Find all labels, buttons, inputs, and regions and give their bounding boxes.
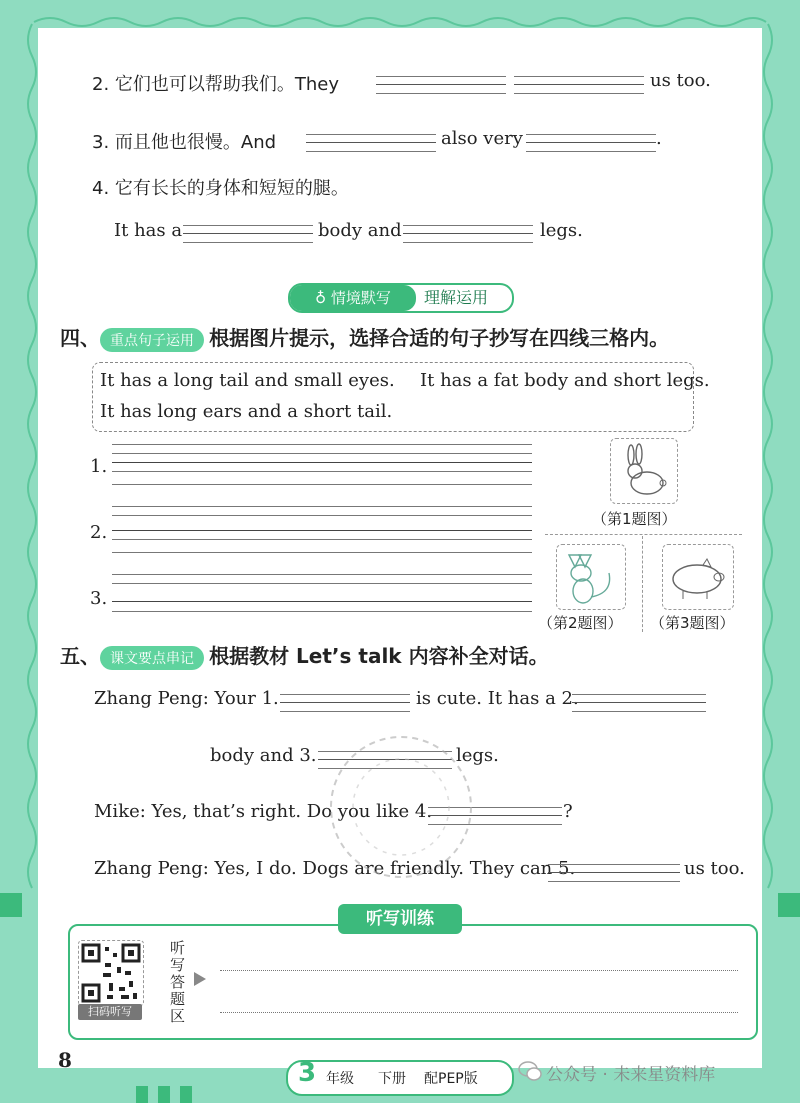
ex3-s4-blank1[interactable] xyxy=(183,233,313,252)
ex4-number: 四、 xyxy=(60,326,100,350)
watermark-stamp xyxy=(316,722,486,892)
ex3-s4-p1: It has a xyxy=(114,220,183,241)
grade-label: 年级 xyxy=(326,1071,354,1087)
ex5-l4-a: Zhang Peng: Yes, I do. Dogs are friendly. They can 5. xyxy=(94,858,576,879)
qr-label: 扫码听写 xyxy=(78,1004,142,1020)
answer-line-2[interactable] xyxy=(220,1012,738,1013)
ex3-s2-text: 2. 它们也可以帮助我们。They xyxy=(92,74,340,95)
picture-divider-v xyxy=(642,536,643,632)
ex4-option-2: It has a fat body and short legs. xyxy=(420,370,710,391)
ex4-option-3: It has long ears and a short tail. xyxy=(100,401,393,422)
ex5-l1-a: Zhang Peng: Your 1. xyxy=(94,688,279,709)
qr-code-icon xyxy=(79,941,143,1005)
edition-label: 配PEP版 xyxy=(424,1071,478,1087)
ex5-blank-2[interactable] xyxy=(572,702,706,721)
volume-label: 下册 xyxy=(378,1071,406,1087)
ex4-row-2-lines[interactable] xyxy=(112,506,532,532)
wechat-icon xyxy=(518,1060,542,1082)
ex5-l1-b: is cute. It has a 2. xyxy=(416,688,579,709)
ex3-s3-mid: also very xyxy=(441,128,523,149)
qr-frame[interactable] xyxy=(78,940,144,1006)
rabbit-picture xyxy=(610,438,678,504)
pig-icon xyxy=(663,545,733,609)
ex4-row-1-lines[interactable] xyxy=(112,444,532,470)
ex4-row-1-label: 1. xyxy=(90,456,108,477)
ex3-s4-p3: legs. xyxy=(540,220,583,241)
ex3-s4-p2: body and xyxy=(318,220,402,241)
listening-answer-label: 听写答题区 xyxy=(170,939,186,1025)
picture-divider-h xyxy=(545,534,742,535)
ex3-s2-blank2[interactable] xyxy=(514,84,644,103)
section-badge-left: ♁ 情境默写 xyxy=(290,285,416,311)
ex3-s3-end: . xyxy=(656,128,662,149)
ex4-row-3-label: 3. xyxy=(90,588,108,609)
section-badge-right: 理解运用 xyxy=(424,288,489,307)
listening-tab: 听写训练 xyxy=(338,904,462,934)
ex4-heading xyxy=(60,322,669,352)
page-number: 8 xyxy=(58,1048,72,1072)
ex5-tag: 课文要点串记 xyxy=(100,646,204,670)
caption-3: （第3题图） xyxy=(650,614,735,632)
rabbit-icon xyxy=(611,439,677,503)
arrow-right-icon xyxy=(194,972,206,986)
ex3-s4-blank2[interactable] xyxy=(403,233,533,252)
caption-1: （第1题图） xyxy=(592,510,677,528)
ex4-row-2-label: 2. xyxy=(90,522,108,543)
ex3-s3-text: 3. 而且他也很慢。And xyxy=(92,132,277,153)
fox-picture xyxy=(556,544,626,610)
ex4-tag: 重点句子运用 xyxy=(100,328,204,352)
section-badge xyxy=(288,283,514,313)
ex5-number: 五、 xyxy=(60,644,100,668)
wechat-source: 公众号 · 未来星资料库 xyxy=(546,1065,716,1085)
pig-picture xyxy=(662,544,734,610)
fox-icon xyxy=(557,545,625,609)
ex3-s3-blank1[interactable] xyxy=(306,142,436,161)
ex5-heading xyxy=(60,640,549,670)
caption-2: （第2题图） xyxy=(538,614,623,632)
ex3-s2-end: us too. xyxy=(650,70,711,91)
ex5-l4-b: us too. xyxy=(684,858,745,879)
ex3-s3-blank2[interactable] xyxy=(526,142,656,161)
ex5-blank-1[interactable] xyxy=(280,702,410,721)
ex5-l2-a: body and 3. xyxy=(210,745,317,766)
medal-icon: ♁ xyxy=(315,289,327,307)
ex4-row-3-lines[interactable] xyxy=(112,574,532,600)
ex3-s4-text: 4. 它有长长的身体和短短的腿。 xyxy=(92,178,349,199)
ex3-s2-blank1[interactable] xyxy=(376,84,506,103)
ex5-l3-a: Mike: Yes, that’s right. Do you like 4. xyxy=(94,801,433,822)
ex4-option-1: It has a long tail and small eyes. xyxy=(100,370,395,391)
ex5-l3-b: ? xyxy=(563,801,573,822)
ex5-title: 根据教材 Let’s talk 内容补全对话。 xyxy=(209,644,549,668)
grade-number: 3 xyxy=(298,1058,317,1088)
ex4-title: 根据图片提示，选择合适的句子抄写在四线三格内。 xyxy=(209,326,670,350)
answer-line-1[interactable] xyxy=(220,970,738,971)
ex5-l2-b: legs. xyxy=(456,745,499,766)
ex5-blank-5[interactable] xyxy=(548,872,680,891)
